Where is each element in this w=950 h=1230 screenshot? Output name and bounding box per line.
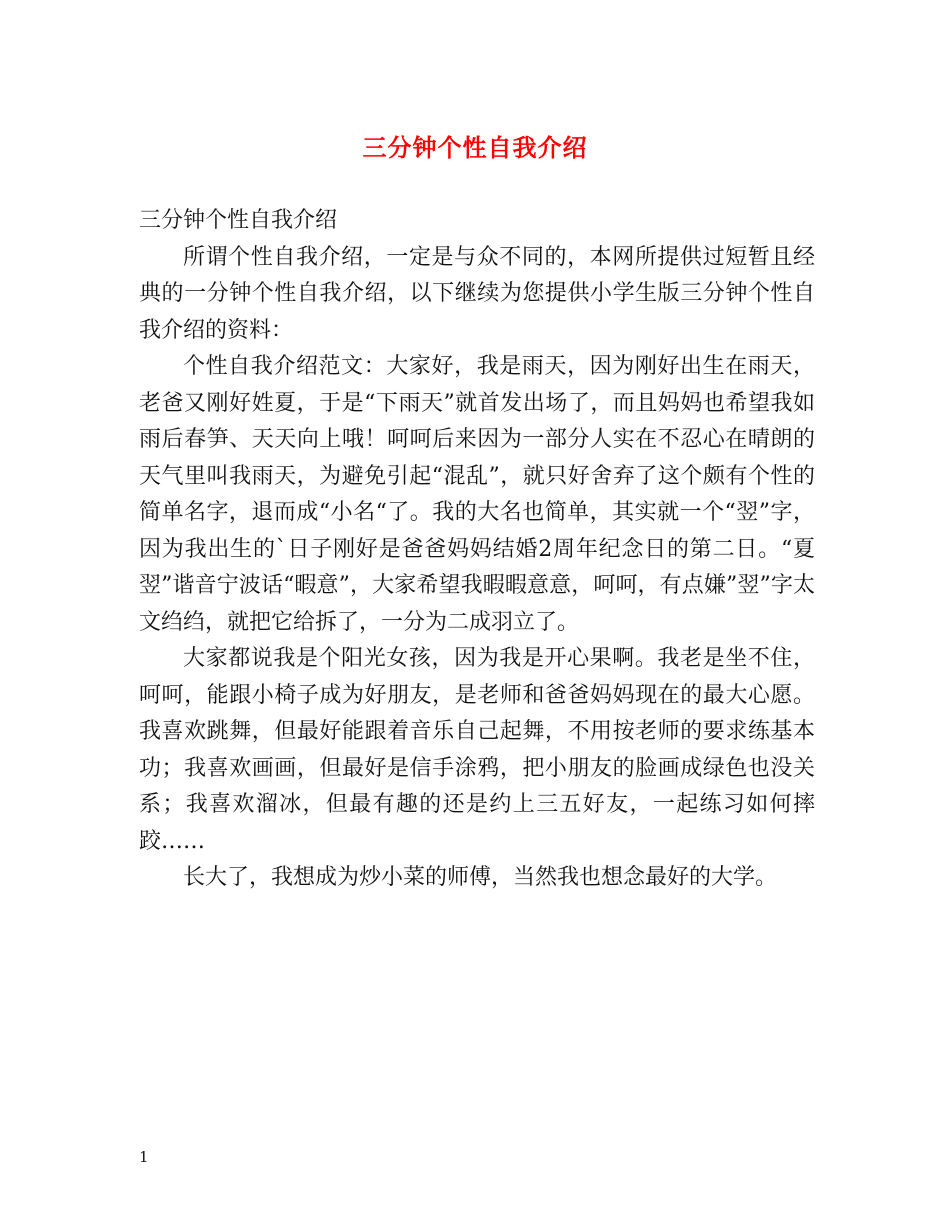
body-paragraph: 所谓个性自我介绍，一定是与众不同的，本网所提供过短暂且经典的一分钟个性自我介绍，以下继续为您提供小学生版三分钟个性自我介绍的资料：	[139, 244, 815, 343]
body-paragraph: 长大了，我想成为炒小菜的师傅，当然我也想念最好的大学。	[183, 865, 778, 890]
body-paragraph: 大家都说我是个阳光女孩，因为我是开心果啊。我老是坐不住，呵呵，能跟小椅子成为好朋友，是老师和爸爸妈妈现在的最大心愿。我喜欢跳舞，但最好能跟着音乐自己起舞，不用按老师的要求练基本功；我喜欢画画，但最好是信手涂鸦，把小朋友的脸画成绿色也没关系；我喜欢溜冰，但最有趣的还是约上三五好友，一起练习如何摔跤……	[139, 646, 815, 854]
document-subtitle: 三分钟个性自我介绍	[139, 208, 338, 233]
document-title: 三分钟个性自我介绍	[362, 133, 588, 162]
body-paragraph: 个性自我介绍范文：大家好，我是雨天，因为刚好出生在雨天，老爸又刚好姓夏，于是“下雨天”就首发出场了，而且妈妈也希望我如雨后春笋、天天向上哦！呵呵后来因为一部分人实在不忍心在晴朗的天气里叫我雨天，为避免引起“混乱”，就只好舍弃了这个颇有个性的简单名字，退而成“小名“了。我的大名也简单，其实就一个“翌”字，因为我出生的`日子刚好是爸爸妈妈结婚2周年纪念日的第二日。“夏翌”谐音宁波话“暇意”，大家希望我暇暇意意，呵呵，有点嫌”翌”字太文绉绉，就把它给拆了，一分为二成羽立了。	[139, 354, 815, 635]
document-body	[139, 203, 815, 897]
page-number: 1	[139, 1148, 149, 1166]
